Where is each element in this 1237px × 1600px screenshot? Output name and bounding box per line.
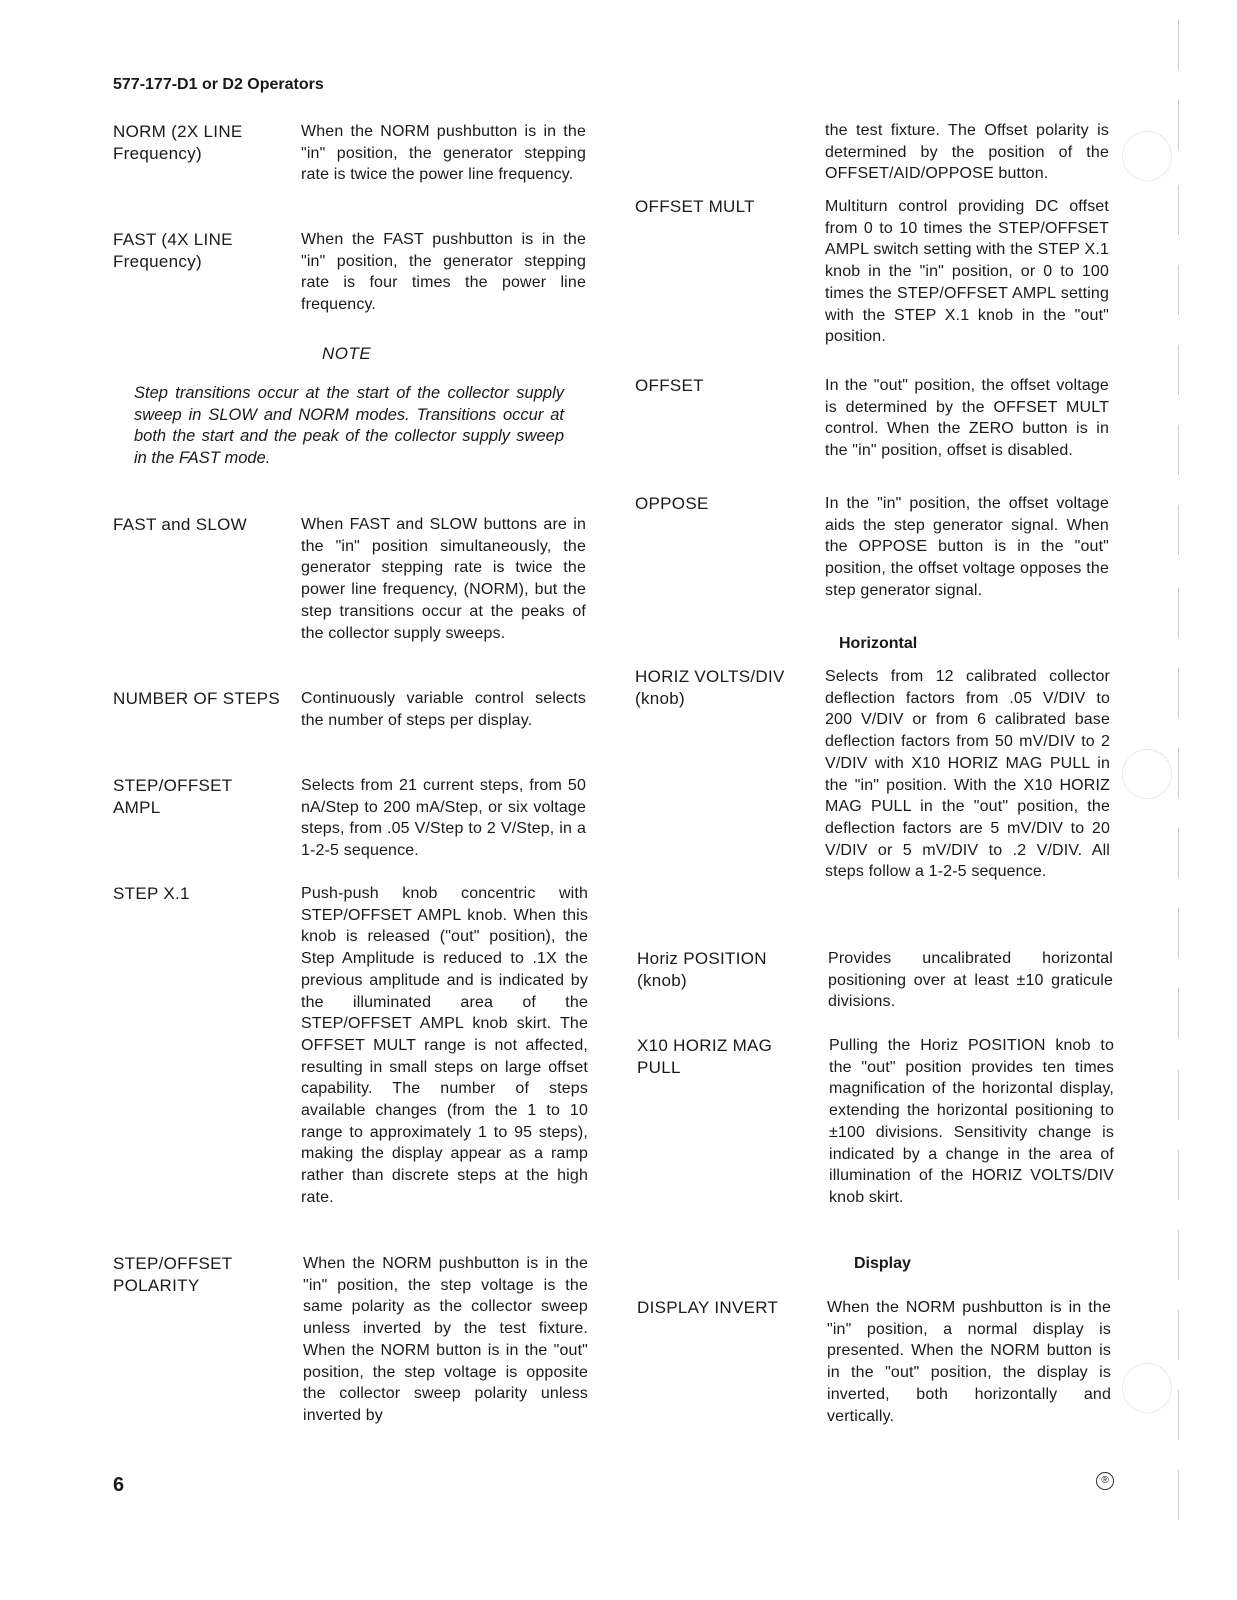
term-x10-horiz-mag-pull: X10 HORIZ MAG PULL	[637, 1036, 773, 1077]
term-display-invert: DISPLAY INVERT	[637, 1298, 779, 1317]
binder-edge-mark	[1178, 1390, 1187, 1440]
desc-norm: When the NORM pushbutton is in the "in" position, the generator stepping rate is twice the power line frequency.	[301, 123, 586, 184]
desc-number-of-steps: Continuously variable control selects the number of steps per display.	[301, 690, 586, 729]
desc-display-invert: When the NORM pushbutton is in the "in" position, a normal display is presented. When the NORM button is in the "out" position, the display is inverted, both horizontally and vertically.	[827, 1299, 1111, 1425]
binder-edge-mark	[1178, 100, 1187, 150]
page-number: 6	[113, 1474, 125, 1496]
term-number-of-steps: NUMBER OF STEPS	[113, 689, 280, 708]
binder-edge-mark	[1178, 20, 1187, 70]
term-fast: FAST (4X LINE Frequency)	[113, 230, 233, 271]
desc-fast-and-slow: When FAST and SLOW buttons are in the "in" position simultaneously, the generator stepping rate is twice the power line frequency, (NORM), but the step transitions occur at the peaks of the collector supply sweeps.	[301, 516, 586, 642]
binder-edge-mark	[1178, 1310, 1187, 1360]
term-horiz-position: Horiz POSITION (knob)	[637, 949, 767, 990]
term-norm: NORM (2X LINE Frequency)	[113, 122, 243, 163]
term-offset-mult: OFFSET MULT	[635, 197, 755, 216]
term-step-offset-ampl: STEP/OFFSET AMPL	[113, 776, 233, 817]
binder-edge-mark	[1178, 908, 1187, 958]
term-horiz-volts-div: HORIZ VOLTS/DIV (knob)	[635, 667, 785, 708]
desc-step-offset-polarity: When the NORM pushbutton is in the "in" position, the step voltage is the same polarity as the collector sweep unless inverted by the test fixture. When the NORM button is in the "out" position, the step voltage is opposite the collector sweep polarity unless inverted by	[303, 1255, 588, 1424]
punch-hole-middle	[1122, 749, 1172, 799]
binder-edge-mark	[1178, 345, 1187, 395]
desc-offset-mult: Multiturn control providing DC offset from 0 to 10 times the STEP/OFFSET AMPL switch setting with the STEP X.1 knob in the "in" position, or 0 to 100 times the STEP/OFFSET AMPL setting with the STEP X.1 knob in the "out" position.	[825, 198, 1109, 346]
binder-edge-mark	[1178, 1070, 1187, 1120]
desc-step-x1: Push-push knob concentric with STEP/OFFSET AMPL knob. When this knob is released ("out" position), the Step Amplitude is reduced to .1X the previous amplitude and is indicated by the illuminated area of the STEP/OFFSET AMPL knob skirt. The OFFSET MULT range is not affected, resulting in small steps on large offset capability. The number of steps available changes (from the 1 to 10 range to approximately 1 to 95 steps), making the display appear as a ramp rather than discrete steps at the high rate.	[301, 885, 588, 1206]
binder-edge-mark	[1178, 748, 1187, 798]
note-body: Step transitions occur at the start of the collector supply sweep in SLOW and NORM modes. Transitions occur at both the start and the peak of the collector supply sweep in the FAST mode.	[134, 384, 564, 468]
term-step-offset-polarity: STEP/OFFSET POLARITY	[113, 1254, 233, 1295]
publisher-mark-icon: ®	[1096, 1472, 1114, 1490]
binder-edge-mark	[1178, 668, 1187, 718]
term-step-x1: STEP X.1	[113, 884, 190, 903]
desc-polarity-continued: the test fixture. The Offset polarity is determined by the position of the OFFSET/AID/OPPOSE button.	[825, 122, 1109, 183]
binder-edge-mark	[1178, 425, 1187, 475]
desc-x10-horiz-mag-pull: Pulling the Horiz POSITION knob to the "out" position provides ten times magnification of the horizontal display, extending the horizontal positioning to ±100 divisions. Sensitivity change is indicated by a change in the area of illumination of the HORIZ VOLTS/DIV knob skirt.	[829, 1037, 1114, 1206]
desc-horiz-volts-div: Selects from 12 calibrated collector deflection factors from .05 V/DIV to 200 V/DIV or from 6 calibrated base deflection factors from 50 mV/DIV to 2 V/DIV with X10 HORIZ MAG PULL in the "in" position. With the X10 HORIZ MAG PULL in the "out" position, the deflection factors are 5 mV/DIV to 20 V/DIV or 5 mV/DIV to .2 V/DIV. All steps follow a 1-2-5 sequence.	[825, 668, 1110, 881]
punch-hole-bottom	[1122, 1363, 1172, 1413]
binder-edge-mark	[1178, 1470, 1187, 1520]
term-oppose: OPPOSE	[635, 494, 709, 513]
desc-fast: When the FAST pushbutton is in the "in" position, the generator stepping rate is four times the power line frequency.	[301, 231, 586, 314]
punch-hole-top	[1122, 131, 1172, 181]
binder-edge-mark	[1178, 588, 1187, 638]
desc-oppose: In the "in" position, the offset voltage aids the step generator signal. When the OPPOSE button is in the "out" position, the offset voltage opposes the step generator signal.	[825, 495, 1109, 599]
binder-edge-mark	[1178, 185, 1187, 235]
note-title: NOTE	[322, 344, 372, 363]
binder-edge-mark	[1178, 265, 1187, 315]
section-heading-display: Display	[854, 1255, 911, 1272]
desc-horiz-position: Provides uncalibrated horizontal positioning over at least ±10 graticule divisions.	[828, 950, 1113, 1011]
desc-offset: In the "out" position, the offset voltage is determined by the OFFSET MULT control. When the ZERO button is in the "in" position, offset is disabled.	[825, 377, 1109, 460]
running-header: 577-177-D1 or D2 Operators	[113, 76, 324, 93]
term-fast-and-slow: FAST and SLOW	[113, 515, 247, 534]
binder-edge-mark	[1178, 505, 1187, 555]
section-heading-horizontal: Horizontal	[839, 635, 918, 652]
binder-edge-mark	[1178, 828, 1187, 878]
binder-edge-mark	[1178, 1150, 1187, 1200]
binder-edge-mark	[1178, 1230, 1187, 1280]
binder-edge-mark	[1178, 988, 1187, 1038]
desc-step-offset-ampl: Selects from 21 current steps, from 50 nA/Step to 200 mA/Step, or six voltage steps, from .05 V/Step to 2 V/Step, in a 1-2-5 sequence.	[301, 777, 586, 860]
term-offset: OFFSET	[635, 376, 704, 395]
